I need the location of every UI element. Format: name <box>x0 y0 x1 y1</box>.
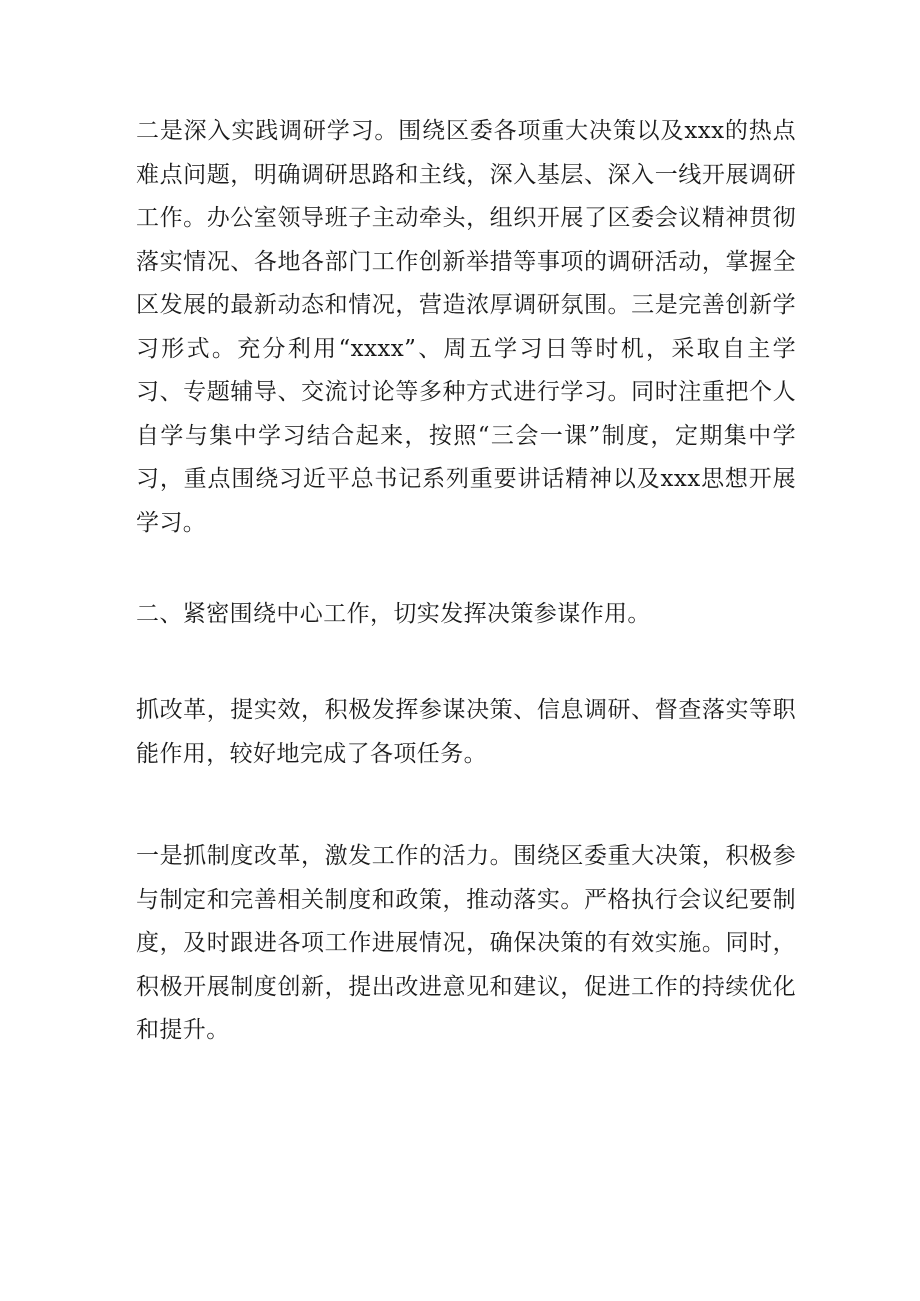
paragraph-research-study: 二是深入实践调研学习。围绕区委各项重大决策以及xxx的热点难点问题，明确调研思路和主线，深入基层、深入一线开展调研工作。办公室领导班子主动牵头，组织开展了区委会议精神贯彻落实情况、各地各部门工作创新举措等事项的调研活动，掌握全区发展的最新动态和情况，营造浓厚调研氛围。三是完善创新学习形式。充分利用“xxxx”、周五学习日等时机，采取自主学习、专题辅导、交流讨论等多种方式进行学习。同时注重把个人自学与集中学习结合起来，按照“三会一课”制度，定期集中学习，重点围绕习近平总书记系列重要讲话精神以及xxx思想开展学习。 <box>136 118 796 536</box>
paragraph-reform-effect: 抓改革，提实效，积极发挥参谋决策、信息调研、督查落实等职能作用，较好地完成了各项任务。 <box>136 697 796 767</box>
section-heading-two: 二、紧密围绕中心工作，切实发挥决策参谋作用。 <box>136 601 651 627</box>
paragraph-system-reform: 一是抓制度改革，激发工作的活力。围绕区委重大决策，积极参与制定和完善相关制度和政策，推动落实。严格执行会议纪要制度，及时跟进各项工作进展情况，确保决策的有效实施。同时，积极开展制度创新，提出改进意见和建议，促进工作的持续优化和提升。 <box>136 843 796 1043</box>
